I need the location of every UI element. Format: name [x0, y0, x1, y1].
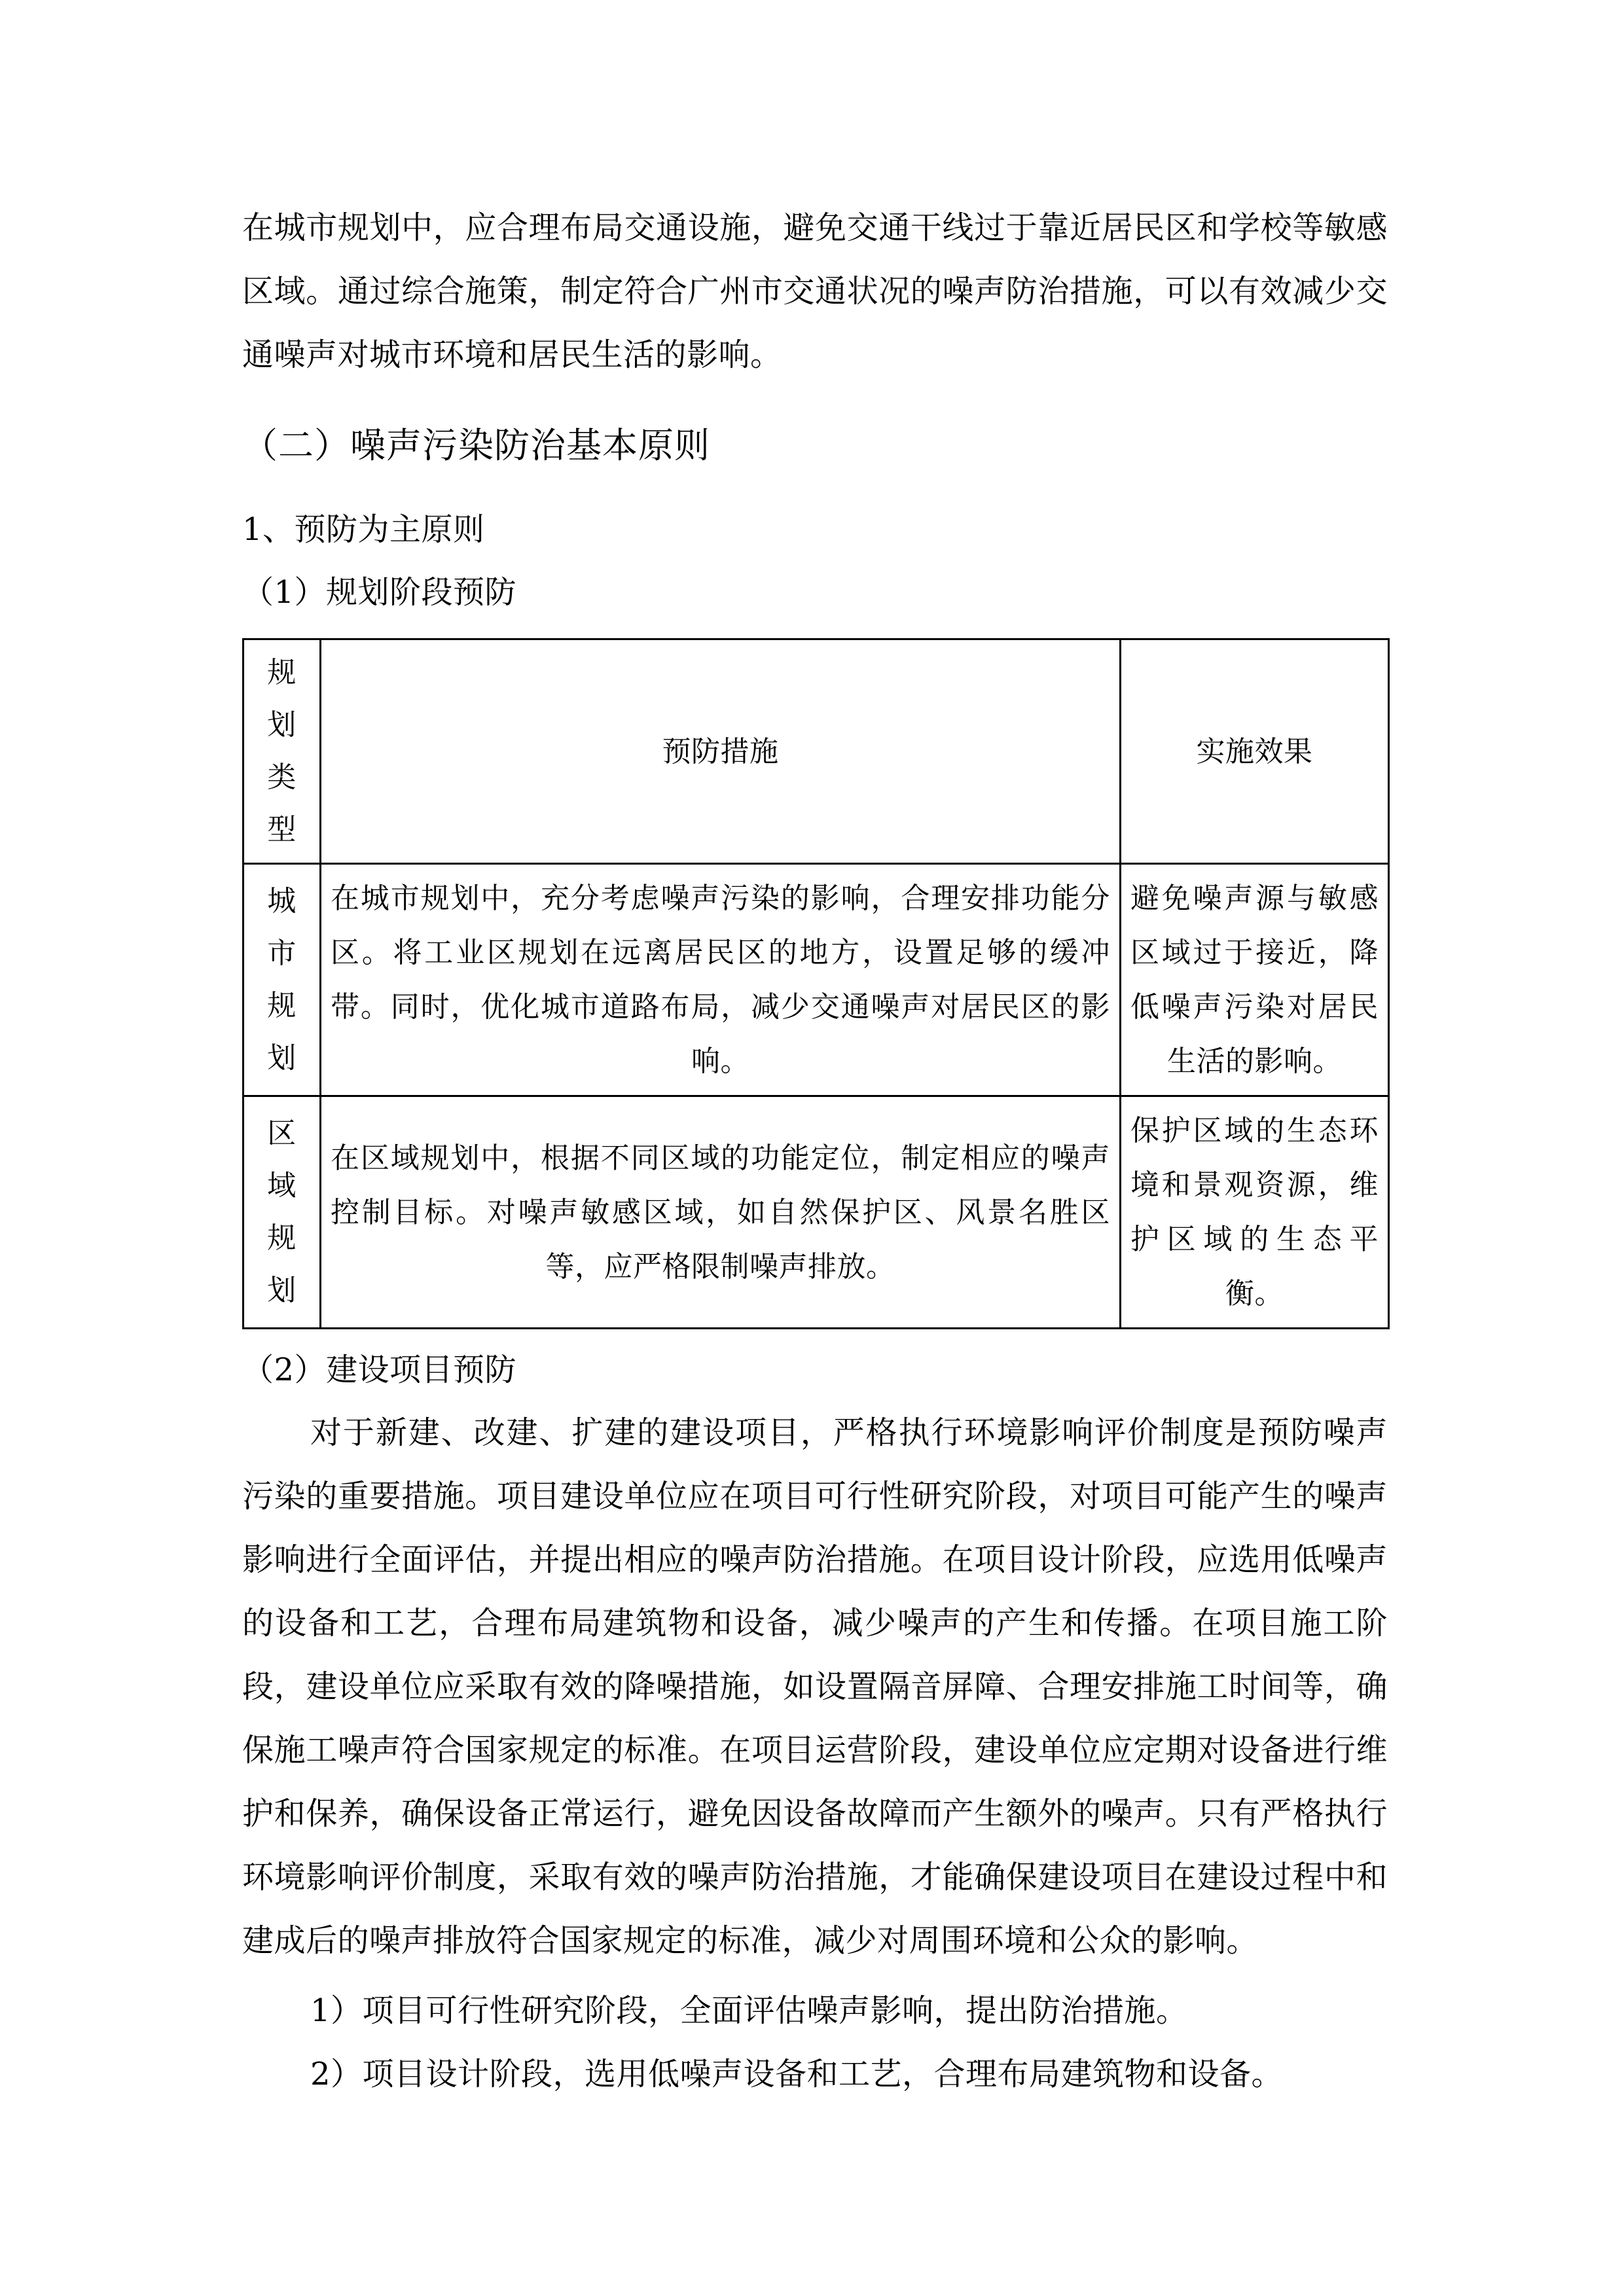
- table-row-1-type-char-0: 区: [267, 1117, 297, 1150]
- table-header-type-stack: [253, 647, 310, 856]
- table-row-0-type-char-2: 规: [267, 989, 297, 1022]
- page-content: [242, 196, 1388, 2106]
- table-row-0-type-char-0: 城: [267, 884, 297, 918]
- table-header-type-char-2: 类: [267, 761, 297, 794]
- table-row-1-type: [244, 1096, 321, 1329]
- table-row-0-type: [244, 864, 321, 1096]
- subsection-2-heading: （2）建设项目预防: [242, 1352, 517, 1388]
- planning-prevention-table: [242, 638, 1390, 1329]
- intro-paragraph: 在城市规划中，应合理布局交通设施，避免交通干线过于靠近居民区和学校等敏感区域。通过综合施策，制定符合广州市交通状况的噪声防治措施，可以有效减少交通噪声对城市环境和居民生活的影响。: [242, 209, 1388, 373]
- table-header-measures: 预防措施: [321, 639, 1121, 864]
- table-header-row: [244, 639, 1389, 864]
- table-header-type-char-3: 型: [267, 813, 297, 846]
- principle-heading: 1、预防为主原则: [242, 511, 485, 548]
- table-row-0-effect: 避免噪声源与敏感区域过于接近，降低噪声污染对居民生活的影响。: [1121, 864, 1389, 1096]
- table-row-0-type-char-1: 市: [267, 937, 297, 970]
- table-row-1-effect: 保护区域的生态环境和景观资源，维护区域的生态平衡。: [1121, 1096, 1389, 1329]
- table-row-0-measures: 在城市规划中，充分考虑噪声污染的影响，合理安排功能分区。将工业区规划在远离居民区的地方，设置足够的缓冲带。同时，优化城市道路布局，减少交通噪声对居民区的影响。: [321, 864, 1121, 1096]
- construction-paragraph: 对于新建、改建、扩建的建设项目，严格执行环境影响评价制度是预防噪声污染的重要措施。项目建设单位应在项目可行性研究阶段，对项目可能产生的噪声影响进行全面评估，并提出相应的噪声防治措施。在项目设计阶段，应选用低噪声的设备和工艺，合理布局建筑物和设备，减少噪声的产生和传播。在项目施工阶段，建设单位应采取有效的降噪措施，如设置隔音屏障、合理安排施工时间等，确保施工噪声符合国家规定的标准。在项目运营阶段，建设单位应定期对设备进行维护和保养，确保设备正常运行，避免因设备故障而产生额外的噪声。只有严格执行环境影响评价制度，采取有效的噪声防治措施，才能确保建设项目在建设过程中和建成后的噪声排放符合国家规定的标准，减少对周围环境和公众的影响。: [242, 1414, 1388, 1959]
- table-row-1-type-char-2: 规: [267, 1221, 297, 1255]
- numbered-item-1: 1）项目可行性研究阶段，全面评估噪声影响，提出防治措施。: [310, 1992, 1188, 2029]
- table-row-1-type-char-1: 域: [267, 1169, 297, 1202]
- table-row: [244, 1096, 1389, 1329]
- table-header-effect: 实施效果: [1121, 639, 1389, 864]
- table-header-type-char-1: 划: [267, 708, 297, 742]
- section-heading: （二）噪声污染防治基本原则: [242, 425, 710, 466]
- table-row-0-type-stack: [253, 875, 310, 1085]
- table-header-type-char-0: 规: [267, 656, 297, 689]
- table-row-1-type-stack: [253, 1107, 310, 1317]
- subsection-1-heading: （1）规划阶段预防: [242, 574, 517, 611]
- table-row-0-type-char-3: 划: [267, 1041, 297, 1075]
- table-row-1-measures: 在区域规划中，根据不同区域的功能定位，制定相应的噪声控制目标。对噪声敏感区域，如自然保护区、风景名胜区等，应严格限制噪声排放。: [321, 1096, 1121, 1329]
- numbered-item-2: 2）项目设计阶段，选用低噪声设备和工艺，合理布局建筑物和设备。: [310, 2056, 1284, 2092]
- table-header-type: [244, 639, 321, 864]
- table-row: [244, 864, 1389, 1096]
- list-spacer: [242, 1973, 1388, 1979]
- table-row-1-type-char-3: 划: [267, 1274, 297, 1307]
